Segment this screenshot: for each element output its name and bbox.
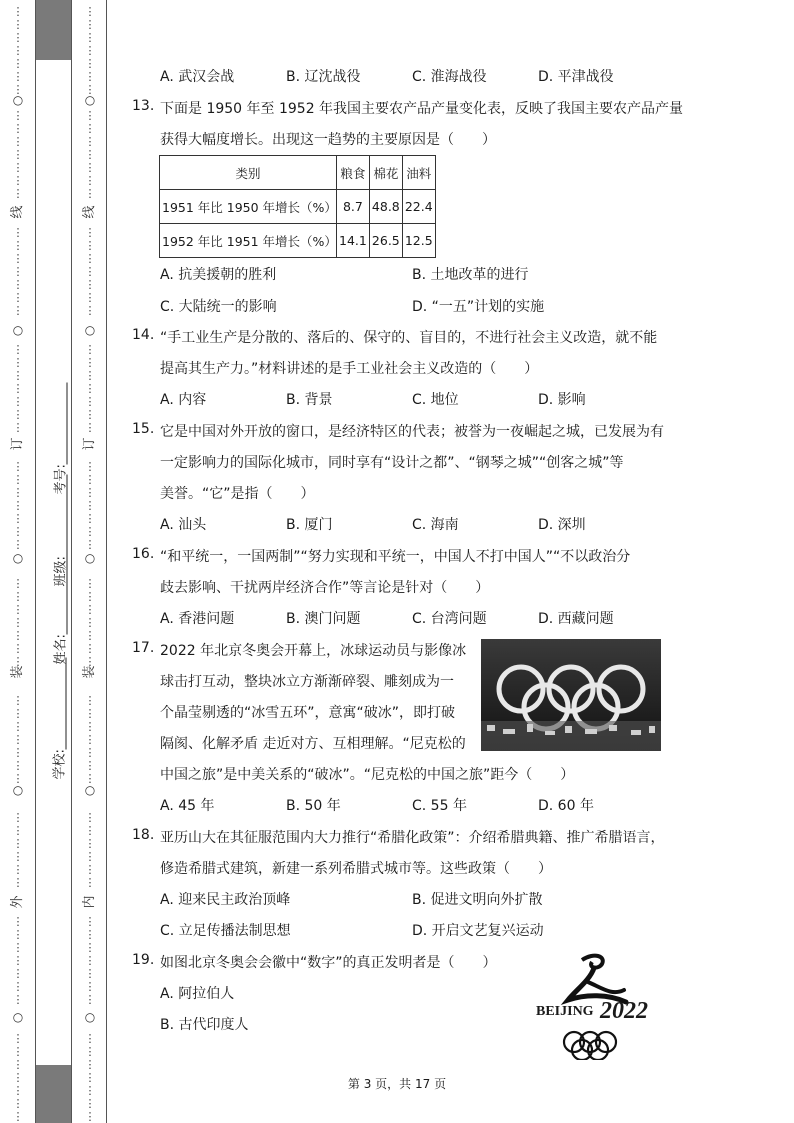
seal-dots: ⋮ [12,928,24,941]
q15-option-a[interactable]: A. 汕头 [160,517,207,533]
seal-dots: ⋮ [84,161,96,174]
seal-dots: ⋮ [84,538,96,551]
question-stem: 歧去影响、干扰两岸经济合作”等言论是针对（ ） [160,580,490,596]
seal-dots: ⋮ [12,486,24,499]
question-number: 19. [132,952,155,968]
seal-dots: ⋮ [84,369,96,382]
seal-dots: ⋮ [84,863,96,876]
seal-dots: ⋮ [12,499,24,512]
seal-dots: ⋮ [84,811,96,824]
q13-option-d[interactable]: D. “一五”计划的实施 [412,299,545,315]
seal-dots: ⋮ [84,18,96,31]
seal-marker-text: 线 [10,205,25,219]
seal-dots: ⋮ [84,915,96,928]
seal-marker-text: 内 [82,895,97,909]
seal-dots: ⋮ [12,772,24,785]
question-number: 13. [132,98,155,114]
seal-dots: ⋮ [84,720,96,733]
seal-dots: ⋮ [84,473,96,486]
table-header: 类别 [160,156,337,190]
question-stem: 修造希腊式建筑，新建一系列希腊式城市等。这些政策（ ） [160,861,552,877]
question-stem: 隔阂、化解矛盾 走近对方、互相理解。“尼克松的 [160,736,466,752]
table-cell: 48.8 [369,190,402,224]
seal-dots: ⋮ [12,954,24,967]
table-cell: 22.4 [402,190,435,224]
seal-dots: ⋮ [84,980,96,993]
seal-dots: ⋮ [84,1097,96,1110]
emblem-text-beijing: BEIJING [536,1004,594,1019]
seal-dots: ⋮ [12,5,24,18]
seal-dots: ⋮ [84,746,96,759]
seal-circle: ○ [12,783,24,797]
seal-dots: ⋮ [12,967,24,980]
seal-dots: ⋮ [84,148,96,161]
question-stem: 美誉。“它”是指（ ） [160,486,315,502]
seal-circle: ○ [12,323,24,337]
table-cell: 1952 年比 1951 年增长（%） [160,224,337,258]
seal-dots: ⋮ [84,109,96,122]
seal-dots: ⋮ [84,187,96,200]
question-stem: 获得大幅度增长。出现这一趋势的主要原因是（ ） [160,132,496,148]
seal-dots: ⋮ [12,824,24,837]
seal-dots: ⋮ [12,304,24,317]
seal-dots: ⋮ [84,993,96,1006]
question-stem: “和平统一，一国两制”“努力实现和平统一，中国人不打中国人”“不以政治分 [160,549,631,565]
question-number: 18. [132,827,155,843]
q18-option-a[interactable]: A. 迎来民主政治顶峰 [160,892,291,908]
seal-dots: ⋮ [84,928,96,941]
ice-olympic-rings-photo [481,639,661,751]
seal-dots: ⋮ [12,161,24,174]
question-stem: 它是中国对外开放的窗口，是经济特区的代表；被誉为一夜崛起之城，已发展为有 [160,424,664,440]
q14-option-a[interactable]: A. 内容 [160,392,207,408]
seal-dots: ⋮ [12,369,24,382]
seal-marker-text: 订 [10,437,25,451]
seal-dots: ⋮ [12,525,24,538]
q13-option-b[interactable]: B. 土地改革的进行 [412,267,529,283]
seal-dots: ⋮ [12,642,24,655]
seal-dots: ⋮ [84,967,96,980]
question-number: 14. [132,327,155,343]
inner-seal-line [81,0,99,1123]
seal-dots: ⋮ [12,83,24,96]
seal-dots: ⋮ [12,1110,24,1123]
seal-circle: ○ [84,1010,96,1024]
outer-seal-line [9,0,27,1123]
table-cell: 14.1 [337,224,370,258]
seal-dots: ⋮ [84,252,96,265]
seal-dots: ⋮ [84,525,96,538]
table-header: 棉花 [369,156,402,190]
seal-dots: ⋮ [12,356,24,369]
seal-dots: ⋮ [12,18,24,31]
seal-dots: ⋮ [84,1045,96,1058]
seal-dots: ⋮ [84,226,96,239]
question-stem: 亚历山大在其征服范围内大力推行“希腊化政策”：介绍希腊典籍、推广希腊语言， [160,830,665,846]
seal-dots: ⋮ [84,850,96,863]
seal-dots: ⋮ [12,44,24,57]
seal-dots: ⋮ [12,278,24,291]
seal-dots: ⋮ [84,772,96,785]
seal-dots: ⋮ [12,655,24,668]
table-cell: 12.5 [402,224,435,258]
seal-circle: ○ [12,551,24,565]
seal-dots: ⋮ [12,538,24,551]
seal-dots: ⋮ [12,148,24,161]
question-stem: 下面是 1950 年至 1952 年我国主要农产品产量变化表，反映了我国主要农产品产量 [160,101,684,117]
seal-dots: ⋮ [84,135,96,148]
question-stem: 一定影响力的国际化城市，同时享有“设计之都”、“钢琴之城”“创客之城”等 [160,455,624,471]
seal-dots: ⋮ [12,1058,24,1071]
seal-dots: ⋮ [84,499,96,512]
margin-line [35,0,36,1123]
question-stem: 2022 年北京冬奥会开幕上，冰球运动员与影像冰 [160,643,467,659]
seal-dots: ⋮ [84,31,96,44]
seal-dots: ⋮ [84,83,96,96]
seal-dots: ⋮ [12,1084,24,1097]
seal-dots: ⋮ [84,824,96,837]
q17-option-a[interactable]: A. 45 年 [160,798,215,814]
seal-dots: ⋮ [84,876,96,889]
seal-dots: ⋮ [84,512,96,525]
seal-dots: ⋮ [12,1071,24,1084]
question-stem: 如图北京冬奥会会徽中“数字”的真正发明者是（ ） [160,955,497,971]
seal-dots: ⋮ [12,109,24,122]
seal-marker-text: 订 [82,437,97,451]
seal-dots: ⋮ [12,915,24,928]
seal-dots: ⋮ [84,382,96,395]
seal-dots: ⋮ [84,265,96,278]
seal-dots: ⋮ [12,421,24,434]
seal-dots: ⋮ [84,460,96,473]
seal-dots: ⋮ [12,408,24,421]
seal-dots: ⋮ [12,512,24,525]
q17-option-c[interactable]: C. 55 年 [412,798,467,814]
seal-dots: ⋮ [12,135,24,148]
seal-dots: ⋮ [84,629,96,642]
margin-line [106,0,107,1123]
q12-option-a[interactable]: A. 武汉会战 [160,69,235,85]
margin-gray-block-bottom [35,1065,71,1123]
seal-dots: ⋮ [84,122,96,135]
seal-circle: ○ [84,323,96,337]
seal-dots: ⋮ [84,5,96,18]
q15-option-c[interactable]: C. 海南 [412,517,459,533]
seal-dots: ⋮ [84,291,96,304]
seal-dots: ⋮ [12,941,24,954]
seal-dots: ⋮ [12,746,24,759]
q14-option-d[interactable]: D. 影响 [538,392,586,408]
seal-dots: ⋮ [12,239,24,252]
q19-option-b[interactable]: B. 古代印度人 [160,1017,249,1033]
seal-dots: ⋮ [84,616,96,629]
seal-circle: ○ [84,93,96,107]
seal-dots: ⋮ [84,1110,96,1123]
seal-dots: ⋮ [84,278,96,291]
seal-dots: ⋮ [84,57,96,70]
seal-dots: ⋮ [12,31,24,44]
seal-dots: ⋮ [84,408,96,421]
seal-marker-text: 外 [10,895,25,909]
seal-dots: ⋮ [12,980,24,993]
seal-dots: ⋮ [12,395,24,408]
q18-option-c[interactable]: C. 立足传播法制思想 [160,923,291,939]
seal-dots: ⋮ [84,44,96,57]
binding-margin [0,0,108,1123]
q16-option-c[interactable]: C. 台湾问题 [412,611,487,627]
seal-dots: ⋮ [12,616,24,629]
question-stem: 提高其生产力。”材料讲述的是手工业社会主义改造的（ ） [160,361,539,377]
seal-dots: ⋮ [12,174,24,187]
seal-circle: ○ [84,551,96,565]
q17-option-d[interactable]: D. 60 年 [538,798,594,814]
q19-option-a[interactable]: A. 阿拉伯人 [160,986,235,1002]
seal-dots: ⋮ [84,421,96,434]
seal-dots: ⋮ [84,694,96,707]
seal-dots: ⋮ [12,252,24,265]
seal-dots: ⋮ [84,1032,96,1045]
q12-option-b[interactable]: B. 辽沈战役 [286,69,361,85]
seal-dots: ⋮ [12,759,24,772]
question-stem: “手工业生产是分散的、落后的、保守的、盲目的，不进行社会主义改造，就不能 [160,330,658,346]
seal-dots: ⋮ [84,395,96,408]
seal-dots: ⋮ [84,707,96,720]
seal-dots: ⋮ [12,460,24,473]
question-number: 17. [132,640,155,656]
q18-option-b[interactable]: B. 促进文明向外扩散 [412,892,543,908]
name-label: 姓名: [53,634,69,665]
emblem-text-2022: 2022 [600,998,648,1024]
seal-dots: ⋮ [84,1058,96,1071]
q15-option-b[interactable]: B. 厦门 [286,517,333,533]
q12-option-c[interactable]: C. 淮海战役 [412,69,487,85]
seal-marker-text: 装 [10,665,25,679]
seal-dots: ⋮ [12,876,24,889]
seal-circle: ○ [12,1010,24,1024]
seal-dots: ⋮ [84,70,96,83]
seal-dots: ⋮ [84,577,96,590]
seal-dots: ⋮ [12,473,24,486]
seal-dots: ⋮ [12,590,24,603]
seal-dots: ⋮ [12,629,24,642]
seal-circle: ○ [12,93,24,107]
margin-gray-block-top [35,0,71,60]
question-number: 15. [132,421,155,437]
seal-dots: ⋮ [84,1071,96,1084]
seal-dots: ⋮ [12,226,24,239]
seal-dots: ⋮ [12,1045,24,1058]
question-stem: 个晶莹剔透的“冰雪五环”，意寓“破冰”，即打破 [160,705,456,721]
seal-dots: ⋮ [12,720,24,733]
seal-dots: ⋮ [84,486,96,499]
seal-dots: ⋮ [12,993,24,1006]
seal-dots: ⋮ [84,304,96,317]
q13-option-a[interactable]: A. 抗美援朝的胜利 [160,267,277,283]
seal-marker-text: 装 [82,665,97,679]
question-number: 16. [132,546,155,562]
q13-option-c[interactable]: C. 大陆统一的影响 [160,299,277,315]
table-cell: 26.5 [369,224,402,258]
seal-dots: ⋮ [12,187,24,200]
seal-dots: ⋮ [12,70,24,83]
seal-dots: ⋮ [12,122,24,135]
school-label: 学校: [52,749,68,780]
seal-dots: ⋮ [12,291,24,304]
q16-option-d[interactable]: D. 西藏问题 [538,611,614,627]
seal-dots: ⋮ [12,1032,24,1045]
seal-dots: ⋮ [12,265,24,278]
seal-dots: ⋮ [84,642,96,655]
table-cell: 8.7 [337,190,370,224]
seal-dots: ⋮ [12,382,24,395]
seal-dots: ⋮ [12,57,24,70]
field-exam-number[interactable] [50,365,69,495]
q16-option-a[interactable]: A. 香港问题 [160,611,235,627]
seal-dots: ⋮ [84,590,96,603]
table-header: 粮食 [337,156,370,190]
seal-dots: ⋮ [84,603,96,616]
production-table [159,155,436,258]
seal-dots: ⋮ [12,694,24,707]
seal-dots: ⋮ [84,343,96,356]
seal-dots: ⋮ [84,941,96,954]
seal-dots: ⋮ [84,837,96,850]
table-cell: 1951 年比 1950 年增长（%） [160,190,337,224]
seal-dots: ⋮ [12,733,24,746]
q17-option-b[interactable]: B. 50 年 [286,798,341,814]
seal-dots: ⋮ [84,356,96,369]
page-footer: 第 3 页，共 17 页 [347,1077,447,1091]
seal-dots: ⋮ [84,1084,96,1097]
q15-option-d[interactable]: D. 深圳 [538,517,586,533]
exam-number-label: 考号: [53,464,69,495]
q14-option-c[interactable]: C. 地位 [412,392,459,408]
seal-dots: ⋮ [12,343,24,356]
seal-dots: ⋮ [84,174,96,187]
seal-circle: ○ [84,783,96,797]
question-stem: 球击打互动，整块冰立方渐渐碎裂、雕刻成为一 [160,674,454,690]
q16-option-b[interactable]: B. 澳门问题 [286,611,361,627]
seal-dots: ⋮ [12,837,24,850]
seal-dots: ⋮ [84,759,96,772]
seal-dots: ⋮ [84,733,96,746]
seal-dots: ⋮ [84,239,96,252]
seal-dots: ⋮ [12,850,24,863]
q14-option-b[interactable]: B. 背景 [286,392,333,408]
seal-marker-text: 线 [82,205,97,219]
beijing-2022-emblem [532,950,668,1060]
table-header: 油料 [402,156,435,190]
question-stem: 中国之旅”是中美关系的“破冰”。“尼克松的中国之旅”距今（ ） [160,767,575,783]
seal-dots: ⋮ [12,707,24,720]
seal-dots: ⋮ [12,811,24,824]
seal-dots: ⋮ [84,954,96,967]
seal-dots: ⋮ [12,1097,24,1110]
margin-line [71,0,72,1123]
seal-dots: ⋮ [12,603,24,616]
seal-dots: ⋮ [12,577,24,590]
seal-dots: ⋮ [84,655,96,668]
q18-option-d[interactable]: D. 开启文艺复兴运动 [412,923,544,939]
q12-option-d[interactable]: D. 平津战役 [538,69,614,85]
seal-dots: ⋮ [12,863,24,876]
class-label: 班级: [53,556,69,587]
